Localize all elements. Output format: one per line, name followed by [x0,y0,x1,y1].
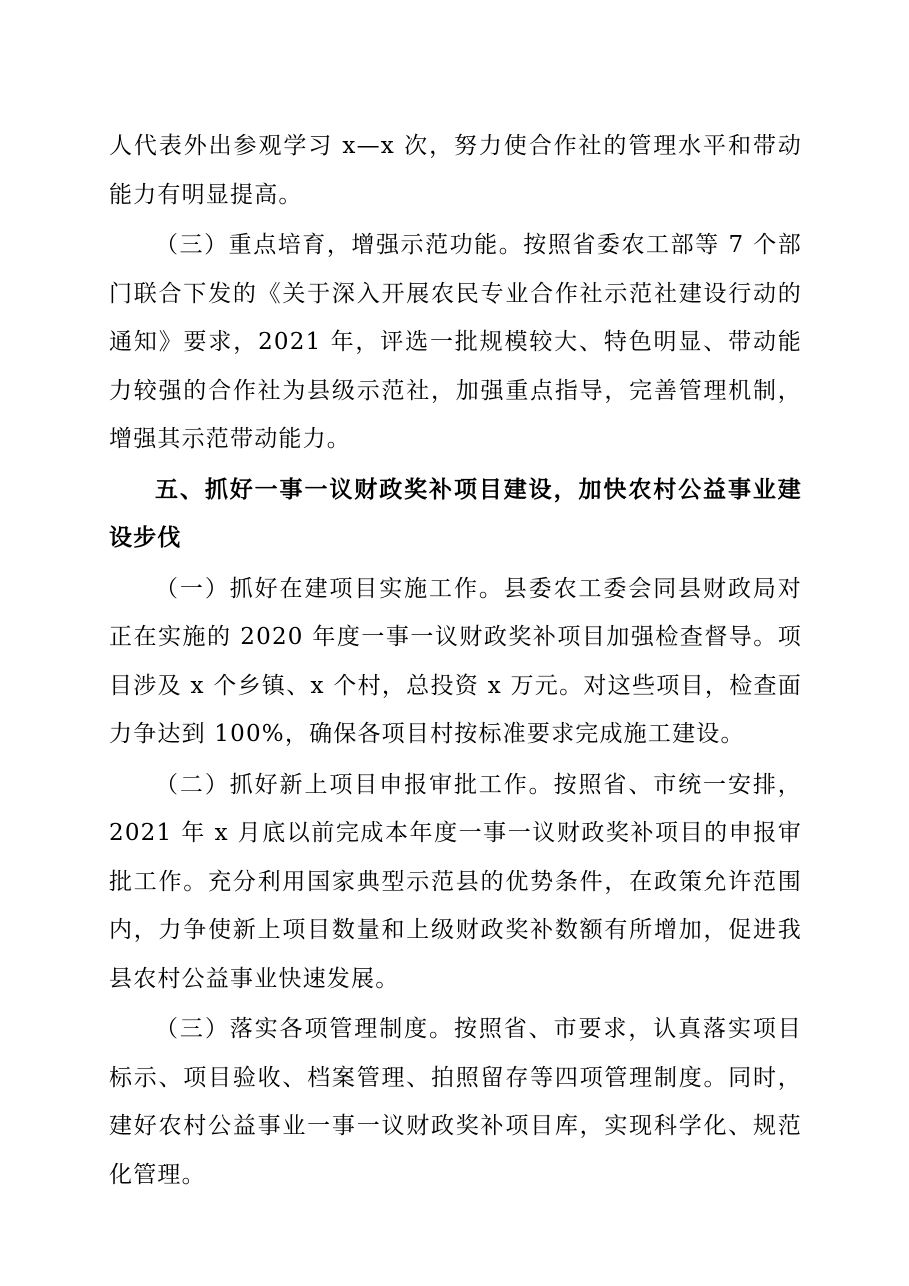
section-heading-five: 五、抓好一事一议财政奖补项目建设，加快农村公益事业建设步伐 [109,475,802,551]
paragraph-continuation: 人代表外出参观学习 x—x 次，努力使合作社的管理水平和带动能力有明显提高。 [109,133,802,208]
document-body [109,122,802,1199]
paragraph-demonstration-function: （三）重点培育，增强示范功能。按照省委农工部等 7 个部门联合下发的《关于深入开展农民专业合作社示范社建设行动的通知》要求，2021 年，评选一批规模较大、特色明显、带动能力较强的合作社为县级示范社，加强重点指导，完善管理机制，增强其示范带动能力。 [109,232,802,452]
paragraph-ongoing-projects: （一）抓好在建项目实施工作。县委农工委会同县财政局对正在实施的 2020 年度一事一议财政奖补项目加强检查督导。项目涉及 x 个乡镇、x 个村，总投资 x 万元。对这些项目，检查面力争达到 100%，确保各项目村按标准要求完成施工建设。 [109,575,802,747]
paragraph-management-systems: （三）落实各项管理制度。按照省、市要求，认真落实项目标示、项目验收、档案管理、拍照留存等四项管理制度。同时，建好农村公益事业一事一议财政奖补项目库，实现科学化、规范化管理。 [109,1016,802,1188]
paragraph-new-project-approval: （二）抓好新上项目申报审批工作。按照省、市统一安排，2021 年 x 月底以前完成本年度一事一议财政奖补项目的申报审批工作。充分利用国家典型示范县的优势条件，在政策允许范围内，力争使新上项目数量和上级财政奖补数额有所增加，促进我县农村公益事业快速发展。 [109,771,802,992]
